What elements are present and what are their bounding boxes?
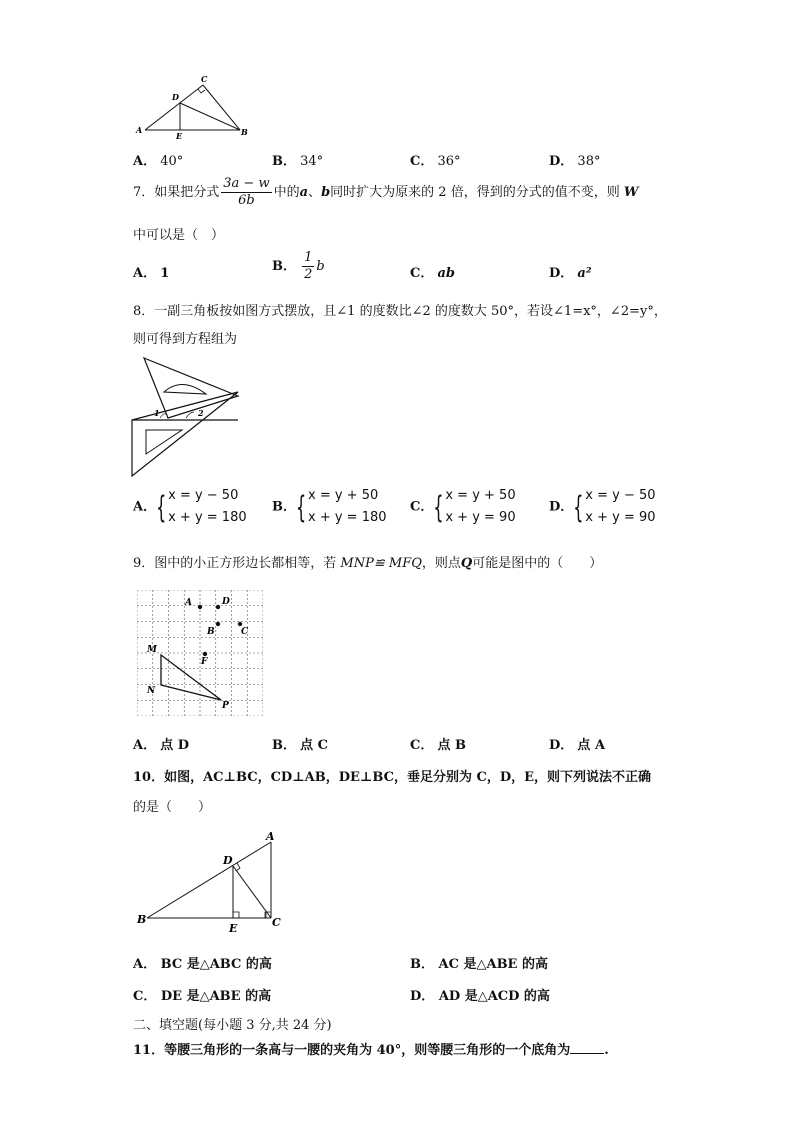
q7-option-b[interactable]: B． $\frac{1}{2}$ b: [272, 250, 325, 282]
q10-label-d: D: [223, 854, 233, 867]
q10-label-a: A: [266, 830, 275, 843]
q11-answer-blank[interactable]: [570, 1053, 604, 1054]
q10-triangle-figure: [135, 826, 295, 936]
q7-option-a[interactable]: A． 1: [133, 266, 170, 281]
q10-option-c[interactable]: C． DE 是△ABE 的高: [133, 989, 272, 1004]
q8-option-b[interactable]: B． { x = y + 50 x + y = 180: [272, 488, 387, 526]
q9-option-b[interactable]: B． 点 C: [272, 738, 329, 753]
q6-label-e: E: [176, 131, 183, 139]
q6-label-a: A: [136, 125, 143, 135]
q10-option-b[interactable]: B． AC 是△ABE 的高: [410, 957, 548, 972]
q6-option-d[interactable]: D． 38°: [549, 154, 601, 169]
q6-option-c[interactable]: C． 36°: [410, 154, 461, 169]
q8-set-squares-figure: [130, 352, 242, 478]
q8-angle-1-label: 1: [154, 408, 160, 418]
q7-stem-line2: 中可以是（ ）: [133, 228, 225, 243]
q10-label-e: E: [229, 922, 238, 935]
q9-point-n-label: N: [147, 686, 156, 696]
q8-stem: 8．一副三角板按如图方式摆放，且∠1 的度数比∠2 的度数大 50°，若设∠1=x°，∠2=y°，: [133, 304, 667, 319]
q6-option-a[interactable]: A． 40°: [133, 154, 184, 169]
q10-option-d[interactable]: D． AD 是△ACD 的高: [410, 989, 550, 1004]
q6-triangle-figure: [135, 73, 250, 139]
q9-point-f-label: F: [201, 657, 208, 667]
q9-point-b-label: B: [207, 627, 215, 637]
q8-option-c[interactable]: C． { x = y + 50 x + y = 90: [410, 488, 516, 526]
q8-stem-line2: 则可得到方程组为: [133, 332, 238, 347]
q9-option-a[interactable]: A． 点 D: [133, 738, 190, 753]
q10-label-c: C: [272, 916, 281, 929]
q8-angle-2-label: 2: [198, 408, 204, 418]
q9-point-d-label: D: [222, 597, 230, 607]
q9-grid-figure: [137, 590, 263, 716]
q9-stem: 9．图中的小正方形边长都相等，若 MNP≌ MFQ，则点Q可能是图中的（ ）: [133, 556, 603, 571]
q7-stem: 7．如果把分式 $\frac{3a - w}{6b}$ 中的a、b同时扩大为原来的 2 倍，得到的分式的值不变，则 W: [133, 176, 639, 208]
q10-stem-line2: 的是（ ）: [133, 800, 212, 815]
q6-label-b: B: [241, 127, 248, 137]
q8-option-a[interactable]: A． { x = y − 50 x + y = 180: [133, 488, 247, 526]
q6-option-b[interactable]: B． 34°: [272, 154, 324, 169]
q6-label-c: C: [201, 74, 208, 84]
q10-label-b: B: [137, 913, 147, 926]
q9-option-c[interactable]: C． 点 B: [410, 738, 467, 753]
q7-option-d[interactable]: D． a²: [549, 266, 592, 281]
q10-option-a[interactable]: A． BC 是△ABC 的高: [133, 957, 272, 972]
q10-stem: 10．如图，AC⊥BC，CD⊥AB，DE⊥BC，垂足分别为 C，D，E，则下列说法不正确: [133, 770, 652, 785]
q9-point-m-label: M: [147, 645, 157, 655]
q7-fraction: $\frac{3a - w}{6b}$: [223, 176, 270, 208]
q9-point-p-label: P: [222, 701, 229, 711]
q7-option-c[interactable]: C． ab: [410, 266, 456, 281]
q9-point-a-label: A: [185, 598, 192, 608]
q11-stem: 11．等腰三角形的一条高与一腰的夹角为 40°，则等腰三角形的一个底角为 .: [133, 1043, 609, 1058]
q8-option-d[interactable]: D． { x = y − 50 x + y = 90: [549, 488, 656, 526]
q9-point-c-label: C: [241, 627, 249, 637]
section-title-fill-in: 二、填空题(每小题 3 分,共 24 分): [133, 1018, 332, 1033]
q6-label-d: D: [172, 92, 179, 102]
q9-option-d[interactable]: D． 点 A: [549, 738, 606, 753]
